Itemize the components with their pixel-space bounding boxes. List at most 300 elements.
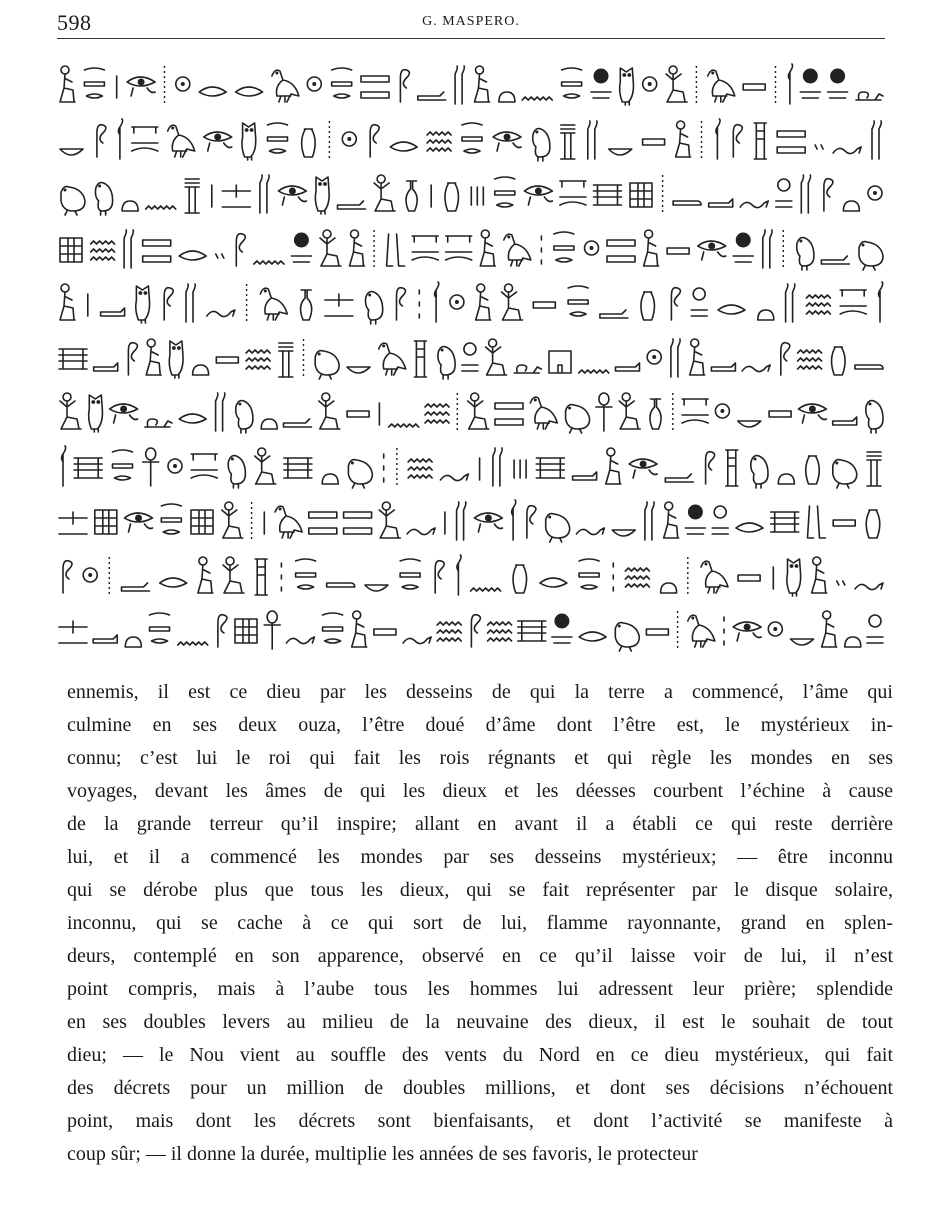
hieroglyph-sign	[691, 288, 707, 316]
hieroglyph-sign	[468, 393, 489, 429]
hieroglyph-sign	[612, 530, 635, 536]
hieroglyph-sign	[480, 230, 495, 266]
text-line-3: connu; c’est lui le roi qui fait les rois régnants et qui règle les mondes en ses	[67, 747, 893, 769]
hieroglyph-sign	[879, 282, 883, 322]
hieroglyph-sign	[609, 149, 632, 155]
hieroglyph-sign	[168, 125, 195, 157]
hieroglyph-sign	[647, 350, 661, 364]
hieroglyph-sign	[407, 528, 435, 535]
hieroglyph-sign	[579, 559, 599, 589]
hieroglyph-line	[57, 113, 885, 165]
hieroglyph-sign	[374, 175, 395, 211]
hieroglyph-sign	[255, 448, 276, 484]
hieroglyph-line	[57, 58, 885, 110]
hieroglyph-sign	[665, 474, 693, 482]
hieroglyph-sign	[856, 92, 883, 100]
hieroglyph-sign	[246, 350, 270, 369]
hieroglyph-line	[57, 440, 885, 492]
hieroglyph-sign	[688, 615, 715, 647]
hieroglyph-sign	[223, 557, 244, 593]
text-line-14: point, mais dont les décrets sont bienfaisants, et dont l’activité se manifeste à	[67, 1110, 893, 1132]
hieroglyphic-inscription	[57, 58, 885, 658]
hieroglyph-line-svg	[57, 222, 885, 274]
hieroglyph-sign	[127, 77, 155, 96]
hieroglyph-sign	[425, 404, 449, 423]
hieroglyph-sign	[576, 528, 604, 535]
hieroglyph-sign	[124, 230, 133, 268]
hieroglyph-sign	[95, 510, 117, 534]
hieroglyph-sign	[833, 417, 857, 425]
hieroglyph-sign	[146, 339, 161, 375]
hieroglyph-sign	[591, 69, 611, 98]
hieroglyph-sign	[588, 121, 597, 159]
hieroglyph-sign	[101, 308, 125, 316]
hieroglyph-sign	[338, 201, 366, 209]
hieroglyph-sign	[191, 454, 217, 478]
hieroglyph-sign	[751, 455, 768, 487]
hieroglyph-sign	[866, 510, 880, 538]
hieroglyph-sign	[342, 132, 356, 146]
hieroglyph-sign	[352, 611, 367, 647]
hieroglyph-sign	[347, 411, 369, 417]
hieroglyph-sign	[798, 404, 826, 423]
hieroglyph-sign	[630, 183, 652, 207]
hieroglyph-sign	[812, 557, 827, 593]
hieroglyph-sign	[397, 288, 406, 320]
hieroglyph-sign	[132, 127, 158, 151]
hieroglyph-sign	[361, 76, 389, 98]
hieroglyph-sign	[323, 613, 343, 643]
text-line-1: ennemis, il est ce dieu par les desseins de qui la terre a commencé, l’âme qui	[67, 681, 893, 703]
hieroglyph-line	[57, 276, 885, 328]
hieroglyph-sign	[787, 559, 801, 596]
hieroglyph-sign	[791, 639, 814, 645]
hieroglyph-sign	[709, 199, 733, 207]
hieroglyph-sign	[406, 181, 417, 211]
hieroglyph-sign	[715, 404, 729, 418]
hieroglyph-line	[57, 603, 885, 655]
hieroglyph-sign	[701, 561, 728, 593]
hieroglyph-sign	[435, 560, 444, 592]
hieroglyph-sign	[261, 419, 277, 429]
hieroglyph-sign	[872, 121, 881, 159]
hieroglyph-sign	[325, 294, 353, 316]
hieroglyph-sign	[379, 502, 400, 538]
hieroglyph-sign	[400, 70, 409, 102]
hieroglyph-sign	[833, 520, 855, 526]
hieroglyph-sign	[408, 459, 432, 478]
hieroglyph-sign	[664, 502, 679, 538]
hieroglyph-sign	[690, 339, 705, 375]
hieroglyph-sign	[471, 187, 483, 205]
hieroglyph-sign	[113, 450, 133, 480]
hieroglyph-line-svg	[57, 440, 885, 492]
hieroglyph-sign	[222, 185, 250, 207]
hieroglyph-sign	[476, 284, 491, 320]
hieroglyph-sign	[471, 615, 480, 647]
hieroglyph-sign	[549, 351, 571, 373]
hieroglyph-sign	[191, 510, 213, 534]
hieroglyph-sign	[145, 419, 172, 427]
hieroglyph-line	[57, 385, 885, 437]
hieroglyph-sign	[671, 288, 680, 320]
hieroglyph-sign	[561, 125, 575, 159]
hieroglyph-line-svg	[57, 167, 885, 219]
hieroglyph-sign	[504, 234, 531, 266]
hieroglyph-sign	[738, 575, 760, 581]
hieroglyph-sign	[350, 230, 365, 266]
hieroglyph-sign	[645, 502, 654, 540]
hieroglyph-sign	[179, 414, 206, 423]
hieroglyph-sign	[236, 401, 253, 433]
hieroglyph-sign	[806, 295, 830, 314]
hieroglyph-sign	[412, 236, 438, 260]
hieroglyph-sign	[365, 585, 388, 591]
hieroglyph-sign	[493, 132, 521, 151]
hieroglyph-sign	[272, 70, 299, 102]
hieroglyph-sign	[95, 183, 112, 215]
hieroglyph-sign	[495, 177, 515, 207]
hieroglyph-sign	[786, 284, 795, 322]
hieroglyph-sign	[800, 69, 820, 98]
hieroglyph-sign	[178, 642, 208, 645]
hieroglyph-sign	[218, 615, 227, 647]
hieroglyph-sign	[414, 341, 426, 377]
hieroglyph-line-svg	[57, 385, 885, 437]
hieroglyph-sign	[644, 230, 659, 266]
hieroglyph-sign	[387, 234, 405, 266]
hieroglyph-sign	[607, 240, 635, 262]
hieroglyph-sign	[771, 512, 799, 532]
hieroglyph-line	[57, 222, 885, 274]
hieroglyph-sign	[743, 84, 765, 90]
hieroglyph-sign	[801, 175, 810, 213]
hieroglyph-sign	[566, 405, 590, 433]
hieroglyph-sign	[798, 350, 822, 369]
hieroglyph-sign	[513, 565, 527, 593]
hieroglyph-sign	[733, 124, 742, 156]
hieroglyph-sign	[768, 622, 782, 636]
hieroglyph-sign	[650, 399, 661, 429]
hieroglyph-sign	[579, 370, 609, 373]
hieroglyph-sign	[824, 179, 833, 211]
hieroglyph-sign	[562, 68, 582, 98]
hieroglyph-sign	[859, 241, 883, 269]
hieroglyph-sign	[573, 472, 597, 480]
hieroglyph-sign	[546, 514, 570, 542]
hieroglyph-sign	[641, 292, 655, 320]
hieroglyph-sign	[828, 69, 848, 98]
hieroglyph-sign	[161, 504, 181, 534]
hieroglyph-sign	[706, 451, 715, 483]
hieroglyph-sign	[332, 68, 352, 98]
hieroglyph-sign	[522, 97, 552, 100]
hieroglyph-sign	[619, 393, 640, 429]
hieroglyph-sign	[620, 68, 634, 105]
hieroglyph-sign	[193, 365, 209, 375]
hieroglyph-sign	[530, 397, 557, 429]
hieroglyph-sign	[242, 123, 256, 160]
hieroglyph-sign	[94, 363, 118, 371]
hieroglyph-sign	[499, 92, 515, 102]
text-line-10: point compris, mais à l’aube tous les hommes lui adressent leur prière; splendide	[67, 978, 893, 1000]
hieroglyph-sign	[514, 365, 541, 373]
hieroglyph-sign	[366, 292, 383, 324]
hieroglyph-sign	[733, 622, 761, 641]
hieroglyph-sign	[833, 147, 861, 154]
hieroglyph-sign	[661, 583, 677, 593]
text-line-4: voyages, devant les âmes de qui les dieux et les déesses courbent l’échine à cause	[67, 780, 893, 802]
hieroglyph-sign	[533, 128, 550, 160]
hieroglyph-sign	[606, 448, 621, 484]
hieroglyph-sign	[236, 233, 245, 265]
hieroglyph-sign	[600, 310, 628, 318]
hieroglyph-sign	[758, 310, 774, 320]
hieroglyph-sign	[788, 64, 792, 104]
hieroglyph-sign	[60, 149, 83, 155]
hieroglyph-sign	[867, 452, 881, 486]
hieroglyph-sign	[347, 367, 370, 373]
hieroglyph-sign	[475, 66, 490, 102]
hieroglyph-sign	[815, 145, 823, 149]
hieroglyph-sign	[457, 555, 461, 595]
hieroglyph-sign	[671, 339, 680, 377]
hieroglyph-sign	[806, 456, 820, 484]
hieroglyph-sign	[319, 393, 340, 429]
hieroglyph-sign	[776, 179, 792, 207]
hieroglyph-sign	[629, 459, 657, 478]
hieroglyph-sign	[327, 583, 355, 587]
hieroglyph-sign	[493, 448, 502, 486]
hieroglyph-sign	[440, 474, 468, 481]
hieroglyph-sign	[832, 347, 846, 375]
hieroglyph-sign	[204, 132, 232, 151]
hieroglyph-sign	[322, 474, 338, 484]
hieroglyph-sign	[579, 632, 606, 641]
hieroglyph-sign	[866, 401, 883, 433]
hieroglyph-line-svg	[57, 549, 885, 601]
text-line-13: des décrets pour un million de doubles millions, et dont ses décisions n’échouent	[67, 1077, 893, 1099]
hieroglyph-sign	[450, 295, 464, 309]
hieroglyph-sign	[552, 614, 572, 643]
hieroglyph-line-svg	[57, 603, 885, 655]
hieroglyph-sign	[61, 187, 85, 215]
hieroglyph-sign	[150, 613, 170, 643]
hieroglyph-sign	[185, 179, 199, 213]
hieroglyph-line	[57, 167, 885, 219]
hieroglyph-sign	[164, 288, 173, 320]
hieroglyph-sign	[769, 411, 791, 417]
hieroglyph-sign	[540, 578, 567, 587]
hieroglyph-line-svg	[57, 331, 885, 383]
hieroglyph-sign	[646, 629, 668, 635]
hieroglyph-sign	[91, 241, 115, 260]
hieroglyph-sign	[216, 254, 224, 258]
hieroglyph-sign	[284, 419, 312, 427]
hieroglyph-sign	[260, 175, 269, 213]
hieroglyph-sign	[486, 339, 507, 375]
hieroglyph-sign	[268, 123, 288, 153]
hieroglyph-sign	[60, 66, 75, 102]
hieroglyph-sign	[63, 560, 72, 592]
hieroglyph-sign	[301, 290, 312, 320]
hieroglyph-sign	[370, 124, 379, 156]
hieroglyph-sign	[264, 611, 280, 649]
hieroglyph-sign	[712, 506, 728, 534]
hieroglyph-sign	[615, 623, 639, 651]
hieroglyph-sign	[59, 349, 87, 369]
hieroglyph-sign	[596, 393, 612, 431]
hieroglyph-sign	[845, 637, 861, 647]
hieroglyph-sign	[868, 186, 882, 200]
hieroglyph-sign	[403, 637, 431, 644]
hieroglyph-sign	[518, 621, 546, 641]
text-line-12: dieu; — le Nou vient au souffle des vents du Nord en ce dieu mystérieux, qui fait	[67, 1044, 893, 1066]
hieroglyph-sign	[136, 286, 150, 323]
text-line-9: deurs, contemplé en son apparence, observé en ce qu’il laisse voir de lui, il n’est	[67, 945, 893, 967]
hieroglyph-sign	[733, 233, 753, 262]
hieroglyph-sign	[616, 363, 640, 371]
hieroglyph-sign	[390, 142, 417, 151]
hieroglyph-line	[57, 549, 885, 601]
hieroglyph-sign	[286, 637, 314, 644]
hieroglyph-sign	[462, 343, 478, 371]
hieroglyph-sign	[374, 629, 396, 635]
hieroglyph-sign	[168, 459, 182, 473]
text-line-15: coup sûr; — il donne la durée, multiplie les années de ses favoris, le protecteur	[67, 1143, 698, 1165]
hieroglyph-sign	[62, 446, 66, 486]
hieroglyph-sign	[514, 460, 526, 478]
hieroglyph-sign	[74, 458, 102, 478]
hieroglyph-sign	[260, 288, 287, 320]
hieroglyph-sign	[585, 241, 599, 255]
hieroglyph-sign	[438, 346, 455, 378]
hieroglyph-sign	[179, 251, 206, 260]
hieroglyph-sign	[143, 448, 159, 486]
hieroglyph-sign	[275, 506, 302, 538]
text-line-6: lui, et il a commencé les mondes par ses desseins mystérieux; — être inconnu	[67, 846, 893, 868]
hieroglyph-sign	[122, 583, 150, 591]
hieroglyph-sign	[527, 506, 536, 538]
hieroglyph-sign	[533, 302, 555, 308]
body-text	[67, 676, 893, 1171]
hieroglyph-sign	[867, 615, 883, 643]
hieroglyph-sign	[128, 342, 137, 374]
hieroglyph-sign	[93, 635, 117, 643]
running-head: G. MASPERO.	[422, 14, 520, 29]
hieroglyph-sign	[554, 232, 574, 262]
hieroglyph-sign	[302, 129, 316, 157]
hieroglyph-sign	[594, 185, 622, 205]
hieroglyph-line-svg	[57, 494, 885, 546]
hieroglyph-sign	[348, 459, 372, 487]
hieroglyph-sign	[284, 458, 312, 478]
hieroglyph-sign	[89, 395, 103, 432]
hieroglyph-sign	[160, 578, 187, 587]
hieroglyph-sign	[379, 343, 406, 375]
hieroglyph-sign	[524, 186, 552, 205]
hieroglyph-sign	[255, 559, 267, 595]
hieroglyph-sign	[344, 512, 372, 534]
hieroglyph-sign	[60, 238, 82, 262]
hieroglyph-sign	[307, 77, 321, 91]
hieroglyph-sign	[122, 201, 138, 211]
hieroglyph-sign	[495, 403, 523, 425]
hieroglyph-sign	[176, 77, 190, 91]
hieroglyph-sign	[536, 458, 564, 478]
hieroglyph-sign	[742, 365, 770, 372]
hieroglyph-sign	[698, 241, 726, 260]
hieroglyph-sign	[833, 459, 857, 487]
hieroglyph-sign	[855, 583, 883, 590]
hieroglyph-sign	[118, 119, 122, 159]
hieroglyph-sign	[125, 513, 153, 532]
hieroglyph-sign	[207, 310, 235, 317]
hieroglyph-sign	[60, 393, 81, 429]
hieroglyph-sign	[716, 119, 720, 159]
hieroglyph-sign	[110, 404, 138, 423]
hieroglyph-sign	[400, 559, 420, 589]
hieroglyph-sign	[837, 581, 845, 585]
hieroglyph-sign	[676, 121, 691, 157]
hieroglyph-sign	[235, 619, 257, 643]
hieroglyph-sign	[222, 502, 243, 538]
hieroglyph-sign	[309, 512, 337, 534]
hieroglyph-sign	[186, 284, 195, 322]
hieroglyph-sign	[682, 399, 708, 423]
hieroglyph-sign	[216, 393, 225, 431]
hieroglyph-sign	[279, 343, 293, 377]
hieroglyph-sign	[59, 621, 87, 643]
hieroglyph-sign	[822, 611, 837, 647]
hieroglyph-sign	[471, 588, 501, 591]
hieroglyph-sign	[445, 183, 459, 211]
hieroglyph-sign	[427, 132, 451, 151]
hieroglyph-sign	[97, 124, 106, 156]
hieroglyph-sign	[763, 230, 772, 268]
text-line-7: qui se dérobe plus que tous les dieux, qui se fait représenter par le disque solaire,	[67, 879, 893, 901]
hieroglyph-line	[57, 331, 885, 383]
hieroglyph-sign	[797, 237, 814, 269]
text-line-11: en ses doubles levers au milieu de la neuvaine des dieux, il est le souhait de tout	[67, 1011, 893, 1033]
hieroglyph-sign	[666, 66, 687, 102]
hieroglyph-sign	[291, 233, 311, 262]
hieroglyph-sign	[296, 559, 316, 589]
hieroglyph-sign	[199, 87, 226, 96]
text-line-5: de la grande terreur qu’il inspire; allant en avant il a établi ce qui reste derrière	[67, 813, 893, 835]
hieroglyph-sign	[777, 131, 805, 153]
hieroglyph-sign	[216, 357, 238, 363]
hieroglyph-sign	[855, 365, 883, 369]
hieroglyph-sign	[754, 123, 766, 159]
hieroglyph-sign	[821, 256, 849, 264]
hieroglyph-sign	[198, 557, 213, 593]
hieroglyph-sign	[315, 350, 339, 378]
hieroglyph-sign	[59, 512, 87, 534]
hieroglyph-sign	[446, 236, 472, 260]
hieroglyph-sign	[512, 500, 516, 540]
hieroglyph-line-svg	[57, 113, 885, 165]
hieroglyph-sign	[502, 284, 523, 320]
hieroglyph-sign	[488, 622, 512, 641]
hieroglyph-sign	[125, 637, 141, 647]
text-line-8: inconnu, qui se cache à ce qui sort de lui, flamme rayonnante, grand en splen-	[67, 912, 893, 934]
hieroglyph-sign	[726, 450, 738, 486]
text-line-2: culmine en ses deux ouza, l’être doué d’âme dont l’être est, le mystérieux in-	[67, 714, 893, 736]
hieroglyph-sign	[474, 513, 502, 532]
hieroglyph-sign	[418, 92, 446, 100]
hieroglyph-sign	[437, 622, 461, 641]
